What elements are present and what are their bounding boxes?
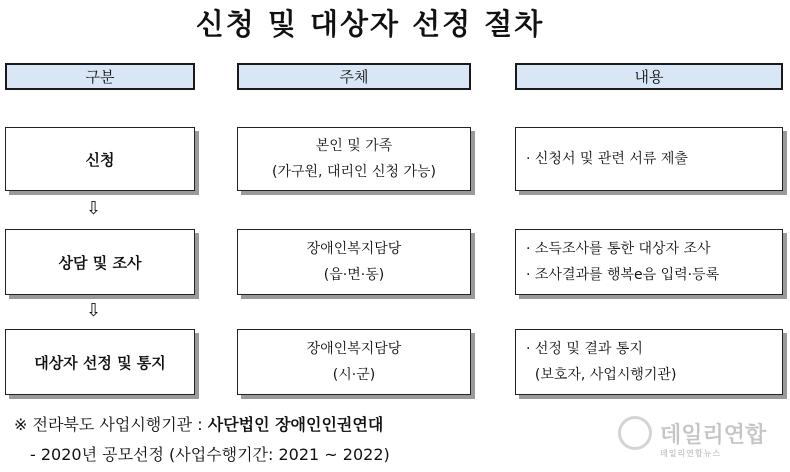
row1-content-line1: · 신청서 및 관련 서류 제출	[526, 151, 688, 167]
watermark-sub: 데일리연합뉴스	[660, 449, 722, 458]
footnote-org: 사단법인 장애인인권연대	[207, 415, 384, 434]
page-title: 신청 및 대상자 선정 절차	[195, 7, 545, 41]
row2-actor-line1: 장애인복지담당	[306, 241, 402, 257]
down-arrow-icon-1: ⇩	[86, 198, 102, 219]
row3-actor-box	[237, 329, 471, 395]
watermark	[616, 412, 786, 468]
row2-category-box	[5, 229, 195, 295]
watermark-name: 데일리연합	[660, 423, 767, 448]
row3-actor-line1: 장애인복지담당	[306, 341, 402, 357]
row3-content-line2: (보호자, 사업시행기관)	[526, 367, 677, 383]
header-content: 내용	[515, 63, 783, 90]
footnote-line2: - 2020년 공모선정 (사업수행기간: 2021 ~ 2022)	[30, 445, 390, 464]
row3-content-line1: · 선정 및 결과 통지	[526, 341, 643, 357]
row3-actor-line2: (시·군)	[332, 367, 376, 383]
row1-actor-box	[237, 127, 471, 191]
row1-actor-line1: 본인 및 가족	[315, 138, 393, 154]
row3-category-box	[5, 329, 195, 395]
down-arrow-icon-2: ⇩	[86, 300, 102, 321]
header-category: 구분	[5, 63, 195, 90]
row2-content-line2: · 조사결과를 행복e음 입력·등록	[526, 267, 720, 283]
footnote	[14, 412, 383, 435]
row2-content-box	[515, 229, 783, 295]
row2-actor-box	[237, 229, 471, 295]
row1-category-box	[5, 127, 195, 191]
row3-content-box	[515, 329, 783, 395]
row2-content-line1: · 소득조사를 통한 대상자 조사	[526, 241, 711, 257]
row2-category: 상담 및 조사	[58, 253, 142, 272]
header-actor: 주체	[237, 63, 471, 90]
row3-category: 대상자 선정 및 통지	[34, 353, 166, 372]
row1-content-box	[515, 127, 783, 191]
row1-category: 신청	[85, 150, 115, 169]
row1-actor-line2: (가구원, 대리인 신청 가능)	[272, 164, 436, 180]
row2-actor-line2: (읍·면·동)	[323, 267, 385, 283]
footnote-prefix: ※ 전라북도 사업시행기관 :	[14, 415, 208, 434]
watermark-logo-icon	[618, 416, 652, 450]
